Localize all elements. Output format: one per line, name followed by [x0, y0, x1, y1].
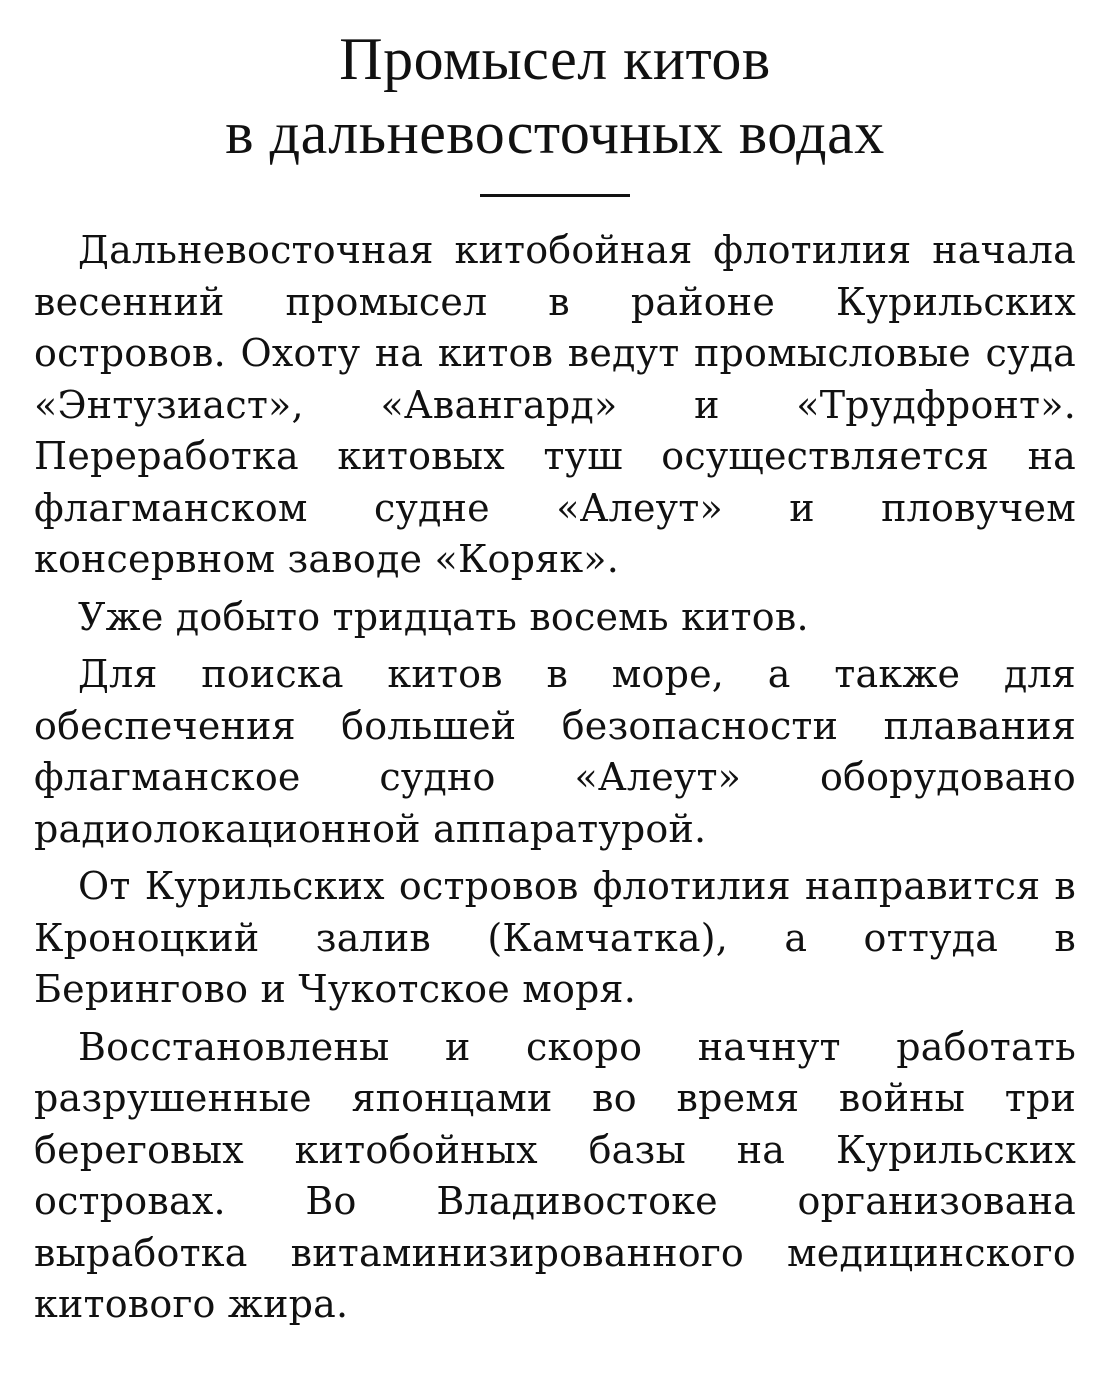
article-body	[34, 225, 1076, 1331]
headline-line-1: Промысел китов	[339, 26, 771, 92]
paragraph-4: От Курильских островов флотилия направится в Кроноцкий залив (Камчатка), а оттуда в Берингово и Чукотское моря.	[34, 864, 1076, 1011]
news-article	[34, 22, 1076, 1331]
headline-line-2: в дальневосточных водах	[225, 100, 885, 166]
paragraph-3: Для поиска китов в море, а также для обеспечения большей безопасности плавания флагманское судно «Алеут» оборудовано радиолокационной аппаратурой.	[34, 652, 1076, 851]
paragraph-5: Восстановлены и скоро начнут работать разрушенные японцами во время войны три береговых китобойных базы на Курильских островах. Во Владивостоке организована выработка витаминизированного медицинского китового жира.	[34, 1024, 1076, 1326]
headline-divider	[480, 194, 630, 197]
paragraph-2: Уже добыто тридцать восемь китов.	[78, 594, 809, 639]
paragraph-1: Дальневосточная китобойная флотилия начала весенний промысел в районе Курильских островов. Охоту на китов ведут промысловые суда «Энтузиаст», «Авангард» и «Трудфронт». Переработка китовых туш осуществляется на флагманском судне «Алеут» и пловучем консервном заводе «Коряк».	[34, 228, 1076, 581]
headline	[34, 22, 1076, 170]
